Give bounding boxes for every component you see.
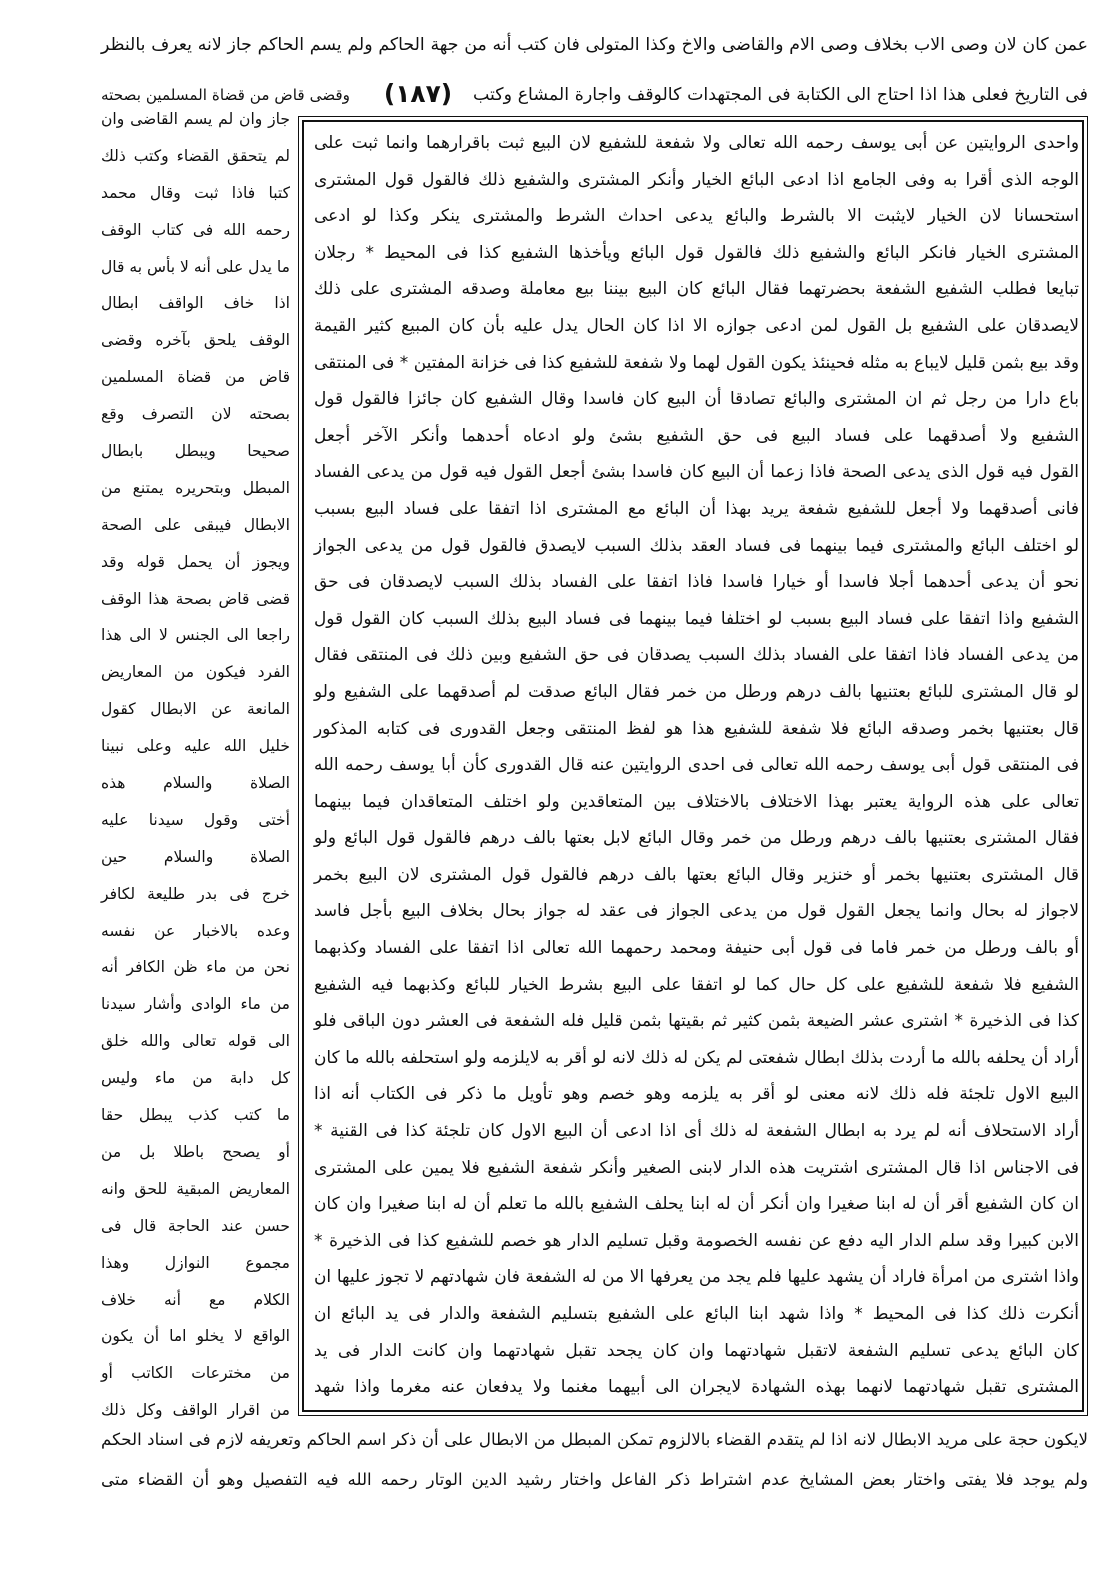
margin-text-line: نحن من ماء ظن الكافر أنه <box>101 958 290 977</box>
main-text-line: كان البائع يدعى تسليم الشفعة لاتقبل شهادتهما وان كان يجحد تقبل شهادتهما وان كانت الدار فى يد <box>314 1339 1079 1360</box>
margin-text-line: أختى وقول سيدنا عليه <box>101 810 290 829</box>
main-text-line: أو بالف ورطل من خمر فاما فى قول أبى حنيفة ومحمد رحمهما الله تعالى اذا اتفقا على الفساد وكذبهما <box>314 937 1079 958</box>
main-text-line: واذا اشترى من امرأة فاراد أن يشهد عليها فلم يجد من يعرفها الا من له الشفعة فان شهادتهم لا تجوز عليها ان <box>314 1266 1079 1287</box>
margin-text-line: وعده بالاخبار عن نفسه <box>101 921 290 940</box>
main-text-line: من يدعى الفساد فاذا اتفقا على الفساد بذلك السبب يصدقان فى حق الشفيع وبين ذلك فى المنتقى فقال <box>314 644 1079 665</box>
main-text-line: استحسانا لان الخيار لايثبت الا بالشرط والبائع يدعى احداث الشرط والمشترى ينكر وكذا لو ادعى <box>314 205 1079 226</box>
main-text-line: فى المنتقى قول أبى يوسف رحمه الله تعالى فى احدى الروايتين عنه قال القدورى كأن أبا يوسف رحمه الله <box>314 754 1079 775</box>
main-text-line: كذا فى الذخيرة * اشترى عشر الضيعة بثمن كثير ثم بقيتها بثمن قليل فله الشفعة فى العشر دون الباقى فلو <box>314 1010 1079 1031</box>
main-text-line: المشترى تقبل شهادتهما لانهما بهذه الشهادة لايجران الى أبيهما مغنما ولا يدفعان عنه مغرما واذا شهد <box>314 1376 1079 1397</box>
main-text-line: القول فيه قول الذى يدعى الصحة فاذا زعما أن البيع كان فاسدا بشئ أجعل القول فيه قول من يدعى الفساد <box>314 461 1079 482</box>
main-text-line: نحو أن يدعى أحدهما أجلا فاسدا أو خيارا فاسدا فاذا اتفقا على الفساد بذلك السبب لايصدقان فى حق <box>314 571 1079 592</box>
margin-text-line: الى قوله تعالى والله خلق <box>101 1032 290 1051</box>
margin-text-line: من مخترعات الكاتب أو <box>101 1364 290 1383</box>
main-text-line: لو قال المشترى للبائع بعتنيها بالف درهم ورطل من خمر فقال البائع صدقت لم أصدقهما على الشفيع ولو <box>314 680 1079 701</box>
main-text-line: قال المشترى بعتنيها بخمر أو خنزير وقال البائع بعتها بالف درهم فالقول قول المشترى لان البيع بخمر <box>314 863 1079 884</box>
margin-text-line: الصلاة والسلام حين <box>101 847 290 866</box>
main-text-line: فقال المشترى بعتنيها بالف درهم ورطل من خمر وقال البائع لابل بعتها بالف درهم فالقول قول البائع ولو <box>314 827 1079 848</box>
main-text-line: فانى أصدقهما ولا أجعل للشفيع شفعة يريد بهذا أن البائع مع المشترى اذا اتفقا على فساد البيع بسبب <box>314 497 1079 518</box>
margin-text-line: الواقع لا يخلو اما أن يكون <box>101 1327 290 1346</box>
margin-text-line: كل دابة من ماء وليس <box>101 1069 290 1088</box>
margin-text-line: مجموع النوازل وهذا <box>101 1253 290 1272</box>
margin-text-line: الابطال فيبقى على الصحة <box>101 515 290 534</box>
main-text-line: فى الاجناس اذا قال المشترى اشتريت هذه الدار لابنى الصغير وأنكر شفعة الشفيع فلا يمين على المشترى <box>314 1156 1079 1177</box>
margin-text-line: راجعا الى الجنس لا الى هذا <box>101 626 290 645</box>
margin-text-line: اذا خاف الواقف ابطال <box>101 294 290 313</box>
margin-text-line: ما يدل على أنه لا بأس به قال <box>101 257 290 276</box>
margin-text-line: صحيحا ويبطل بابطال <box>101 442 290 461</box>
main-text-line: تعالى على هذه الرواية يعتبر بهذا الاختلاف بالاختلاف بين المتعاقدين ولو اختلف المتعاقدان فيما بينهما <box>314 790 1079 811</box>
margin-text-line: جاز وان لم يسم القاضى وان <box>101 110 290 128</box>
page-number: (١٨٧) <box>383 79 453 108</box>
main-text-line: تبايعا فطلب الشفيع الشفعة بحضرتهما فقال البائع كان البيع بيننا بيع معاملة وصدقه المشترى على ذلك <box>314 278 1079 299</box>
main-text-line: لاجواز له بحال وانما يجعل القول قول من يدعى الجواز فى عقد له جواز بحال بخلاف البيع بأجل فاسد <box>314 900 1079 921</box>
main-text-line: لايصدقان على الشفيع بل القول لمن ادعى جوازه الا اذا كان الحال يدل عليه بأن كان المبيع كثير القيمة <box>314 314 1079 335</box>
margin-text-line: الفرد فيكون من المعاريض <box>101 663 290 682</box>
margin-text-line: حسن عند الحاجة قال فى <box>101 1216 290 1235</box>
margin-text-line: أو يصحح باطلا بل من <box>101 1142 290 1161</box>
margin-text-line: من ماء الوادى وأشار سيدنا <box>101 995 290 1014</box>
main-text-line: باع دارا من رجل ثم ان المشترى والبائع تصادقا أن البيع كان فاسدا وقال الشفيع كان جائزا فالقول قول <box>314 388 1079 409</box>
margin-text-line: لم يتحقق القضاء وكتب ذلك <box>101 146 290 165</box>
margin-text-line: خليل الله عليه وعلى نبينا <box>101 737 290 756</box>
margin-text-line: الوقف يلحق بآخره وقضى <box>101 331 290 350</box>
margin-text-line: ويجوز أن يحمل قوله وقد <box>101 552 290 571</box>
main-text-line: وقد بيع بثمن قليل لايباع به مثله فحينئذ يكون القول لهما ولا شفعة للشفيع كذا فى خزانة المفتين * فى المنتقى <box>314 351 1079 372</box>
main-text-line: أراد الاستحلاف أنه لم يرد به ابطال الشفعة له ذلك أى اذا ادعى أن البيع الاول كان تلجئة كذا فى القنية * <box>314 1120 1079 1141</box>
main-text-line: الشفيع واذا اتفقا على فساد البيع بسبب لو اختلفا فيما بينهما فى فساد البيع بذلك السبب كان القول قول <box>314 607 1079 628</box>
margin-text-line: قاض من قضاة المسلمين <box>101 368 290 387</box>
margin-text-line: الكلام مع أنه خلاف <box>101 1290 290 1309</box>
margin-text-line: قضى قاض بصحة هذا الوقف <box>101 589 290 608</box>
main-text-line: المشترى الخيار فانكر البائع والشفيع ذلك فالقول قول البائع ويأخذها الشفيع كذا فى المحيط * رجلان <box>314 241 1079 262</box>
main-text-line: أنكرت ذلك كذا فى المحيط * واذا شهد ابنا البائع على الشفيع بتسليم الشفعة والدار فى يد البائع ان <box>314 1303 1079 1323</box>
main-text-line: لو اختلف البائع والمشترى فيما بينهما فى فساد العقد بذلك السبب لايصدق فالقول قول من يدعى الجواز <box>314 534 1079 555</box>
main-text-line: البيع الاول تلجئة فله ذلك لانه معنى لو أقر به يلزمه وهو خصم وهو تأويل ما ذكر فى الكتاب أنه اذا <box>314 1083 1079 1104</box>
main-text-column <box>311 124 1079 1405</box>
margin-text-line: الصلاة والسلام هذه <box>101 774 290 793</box>
main-text-line: الشفيع فلا شفعة للشفيع على كل حال كما لو اتفقا على البيع بشرط الخيار للبائع وكذبهما فيه الشفيع <box>314 973 1079 994</box>
margin-text-line: كتبا فاذا ثبت وقال محمد <box>101 183 290 202</box>
margin-text-line: بصحته لان التصرف وقع <box>101 405 290 424</box>
main-text-line: واحدى الروايتين عن أبى يوسف رحمه الله تعالى ولا شفعة للشفيع لان البيع ثبت باقرارهما وانما ثبت على <box>314 132 1079 152</box>
main-text-line: الشفيع ولا أصدقهما على فساد البيع فى حق الشفيع بشئ ولو ادعاه أحدهما وأنكر الآخر أجعل <box>314 424 1079 445</box>
margin-text-line: رحمه الله فى كتاب الوقف <box>101 220 290 239</box>
footer-line: ولم يوجد فلا يفتى واختار بعض المشايخ عدم اشتراط ذكر الفاعل واختار رشيد الدين الوتار رحمه الله فيه التفصيل وهو أن القضاء متى <box>101 1470 1088 1489</box>
margin-text-line: المعاريض المبقية للحق وانه <box>101 1179 290 1198</box>
main-text-line: الوجه الذى أقرا به وفى الجامع اذا ادعى البائع الخيار وأنكر المشترى والشفيع ذلك فالقول قول المشترى <box>314 168 1079 189</box>
margin-text-line: خرج فى بدر طليعة لكافر <box>101 884 290 903</box>
footer-line: لايكون حجة على مريد الابطال لانه اذا لم يتقدم القضاء بالالزوم تمكن المبطل من الابطال على أن ذكر اسم الحاكم وتعريفه لازم فى اسناد الحكم <box>101 1430 1088 1449</box>
margin-commentary-column <box>98 101 290 1429</box>
main-text-line: أراد أن يحلفه بالله ما أردت بذلك ابطال شفعتى لم يكن له ذلك لانه لو أقر به لايلزمه ولو استحلفه بالله ما كان <box>314 1046 1079 1067</box>
main-text-line: قال بعتنيها بخمر وصدقه البائع فلا شفعة للشفيع هذا هو لفظ المنتقى وجعل القدورى فى كتابه المذكور <box>314 717 1079 738</box>
main-text-line: ان كان الشفيع أقر أن له ابنا صغيرا وان أنكر أن له ابنا يحلف الشفيع بالله ما تعلم أن له ابنا صغيرا وان كان <box>314 1193 1079 1214</box>
main-text-line: الابن كبيرا وقد سلم الدار اليه دفع عن نفسه الخصومة وقبل تسليم الدار هو خصم للشفيع كذا فى الذخيرة * <box>314 1229 1079 1250</box>
margin-text-line: من اقرار الواقف وكل ذلك <box>101 1401 290 1420</box>
header-line: عمن كان لان وصى الاب بخلاف وصى الام والقاضى والاخ وكذا المتولى فان كتب أنه من جهة الحاكم ولم يسم الحاكم جاز لانه يعرف بالنظر <box>101 35 1088 55</box>
margin-text-line: المانعة عن الابطال كقول <box>101 700 290 719</box>
margin-text-line: المبطل وبتحريره يمتنع من <box>101 478 290 497</box>
margin-text-line: ما كتب كذب يبطل حقا <box>101 1106 290 1125</box>
header-line-right-part: فى التاريخ فعلى هذا اذا احتاج الى الكتابة فى المجتهدات كالوقف واجارة المشاع وكتب <box>473 85 1088 105</box>
header-line-left-part: وقضى قاض من قضاة المسلمين بصحته <box>101 86 350 104</box>
